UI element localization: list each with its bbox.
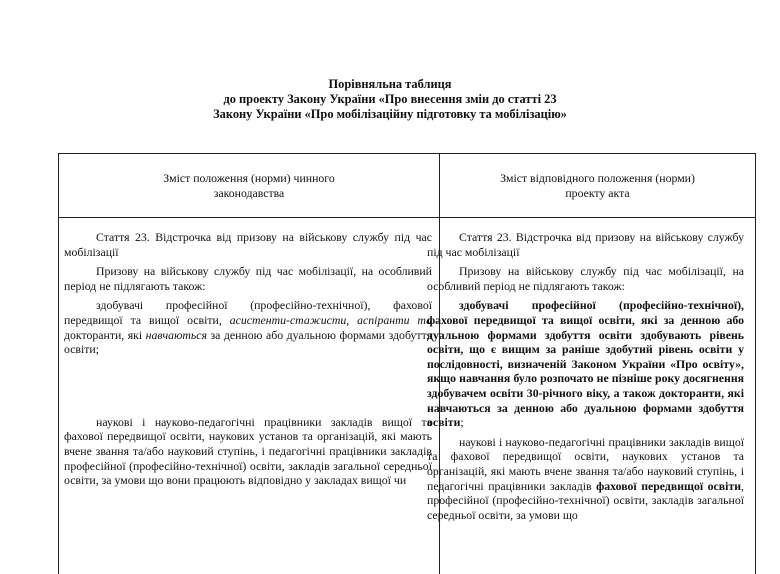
left-article-heading: Стаття 23. Відстрочка від призову на військову службу під час мобілізації (64, 230, 432, 259)
header-draft-act: Зміст відповідного положення (норми) проекту акта (500, 170, 695, 200)
current-law-column (64, 230, 432, 493)
left-paragraph-scientists: наукові і науково-педагогічні працівники закладів вищої та фахової передвищої освіти, наукових установ та організацій, які мають вчене звання та/або науковий ступінь, і педагогічні працівники закладів професійної (професійно-технічної) освіти, закладів загальної середньої освіти, за умови що вони працюють відповідно у закладах вищої чи (64, 414, 432, 488)
right-paragraph-scientists: наукові і науково-педагогічні працівники закладів вищої та фахової передвищої освіти, наукових установ та організацій, які мають вчене звання та/або науковий ступінь, і педагогічні працівники закладів фахової передвищої освіти, професійної (професійно-технічної) освіти, закладів загальної середньої освіти, за умови що (427, 434, 744, 522)
right-paragraph-students: здобувачі професійної (професійно-технічної), фахової передвищої та вищої освіти, які за денною або дуальною формами здобуття освіти здобувають рівень освіти, що є вищим за раніше здобутий рівень освіти у послідовності, визначеній Законом України «Про освіту», якщо навчання було розпочато не пізніше року досягнення здобувачем освіти 30-річного віку, а також докторанти, які навчаються за денною або дуальною формами здобуття освіти; (427, 298, 744, 430)
draft-act-column (427, 230, 744, 527)
table-header-row (59, 154, 755, 218)
title-line-3: Закону України «Про мобілізаційну підготовку та мобілізацію» (213, 107, 567, 121)
header-current-law: Зміст положення (норми) чинного законодавства (163, 170, 335, 200)
document-title (0, 77, 780, 122)
title-line-2: до проекту Закону України «Про внесення змін до статті 23 (223, 92, 557, 106)
right-article-heading: Стаття 23. Відстрочка від призову на військову службу під час мобілізації (427, 230, 744, 259)
left-paragraph-intro: Призову на військову службу під час мобілізації, на особливий період не підлягають також: (64, 264, 432, 293)
left-paragraph-students: здобувачі професійної (професійно-технічної), фахової передвищої та вищої освіти, асистенти-стажисти, аспіранти та докторанти, які навчаються за денною або дуальною формами здобуття освіти; (64, 298, 432, 357)
comparison-table (58, 153, 756, 574)
right-paragraph-intro: Призову на військову службу під час мобілізації, на особливий період не підлягають також: (427, 264, 744, 293)
title-line-1: Порівняльна таблиця (328, 77, 452, 91)
